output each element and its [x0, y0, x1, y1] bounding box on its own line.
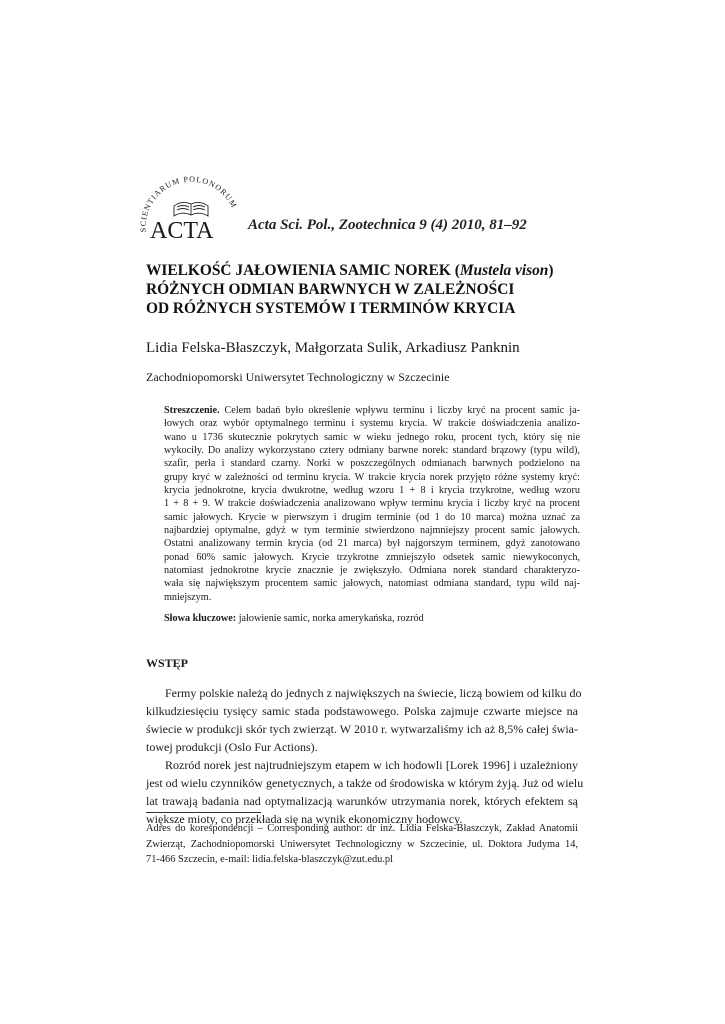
paragraph-line: kilkudziesięciu tysięcy samic stada podstawowego. Polska zajmuje czwarte miejsce na — [146, 704, 578, 718]
abstract-line: grupy kryć w zależności od terminu krycia. W trakcie krycia norek przyjęto różne systemy kryć: — [164, 471, 580, 483]
abstract-line: wała się największym procentem samic jałowych, natomiast odmiana standard, typu wild naj- — [164, 578, 580, 590]
logo-arc-text: SCIENTIARUM POLONORUM — [138, 174, 239, 233]
title-line-3: OD RÓŻNYCH SYSTEMÓW I TERMINÓW KRYCIA — [146, 300, 516, 317]
title-line-2: RÓŻNYCH ODMIAN BARWNYCH W ZALEŻNOŚCI — [146, 281, 515, 298]
abstract-line: Ostatni analizowany termin krycia (od 21 marca) był najgorszym terminem, gdyż zanotowano — [164, 538, 580, 550]
logo-acta-text: ACTA — [150, 218, 214, 240]
abstract-line: samic jałowych. Krycie w pierwszym i drugim terminie (od 1 do 10 marca) można uznać za — [164, 511, 580, 523]
footnote-line: Zwierząt, Zachodniopomorski Uniwersytet Technologiczny w Szczecinie, ul. Doktora Judyma 14, — [146, 838, 578, 850]
abstract-line: szafir, perła i standard czarny. Norki w poszczególnych odmianach barwnych podzielono na — [164, 458, 580, 470]
author-list: Lidia Felska-Błaszczyk, Małgorzata Sulik, Arkadiusz Panknin — [146, 340, 520, 356]
abstract-line: krycia jednokrotne, krycia dwukrotne, według wzoru 1 + 8 i krycia trzykrotne, według wzoru — [164, 485, 580, 497]
paragraph-line: świecie w produkcji skór tych zwierząt. W 2010 r. wytwarzaliśmy ich aż 8,5% całej świa- — [146, 722, 578, 736]
abstract-line: wykociły. Do analizy wykorzystano cztery odmiany barwne norek: standard brązowy (typu wild), — [164, 445, 580, 457]
affiliation: Zachodniopomorski Uniwersytet Technologiczny w Szczecinie — [146, 370, 450, 384]
footnote-line: Adres do korespondencji – Corresponding author: dr inż. Lidia Felska-Błaszczyk, Zakład Anatomii — [146, 823, 578, 834]
abstract-line: najbardziej optymalne, gdyż w tym terminie stwierdzono najmniejszy procent samic jałowych. — [164, 525, 580, 537]
correspondence-footnote — [146, 821, 578, 868]
abstract-line: Streszczenie. Celem badań było określenie wpływu terminu i liczby kryć na procent samic ja- — [164, 405, 580, 416]
footnote-divider — [146, 812, 261, 813]
paragraph-line: większe mioty, co przekłada się na wynik ekonomiczny hodowcy. — [146, 812, 463, 826]
keywords — [164, 613, 424, 624]
abstract-line: 1 + 8 + 9. W trakcie doświadczenia analizowano wpływ terminu krycia i liczby kryć na procent — [164, 498, 580, 510]
section-heading: WSTĘP — [146, 656, 189, 670]
body-text — [146, 684, 584, 828]
abstract-line: natomiast jednokrotne krycie znacznie je zwiększyło. Odmiana norek standard charakteryzo- — [164, 565, 580, 577]
article-title — [146, 261, 586, 318]
abstract — [164, 404, 580, 604]
paragraph-line: towej produkcji (Oslo Fur Actions). — [146, 740, 318, 754]
keywords-label: Słowa kluczowe: — [164, 613, 237, 624]
abstract-line: łowych oraz wybór optymalnego terminu i systemu krycia. W trakcie doświadczenia analizo- — [164, 418, 580, 430]
title-line-1: WIELKOŚĆ JAŁOWIENIA SAMIC NOREK (Mustela vison) — [146, 262, 554, 279]
paragraph-line: lat trawają badania nad optymalizacją warunków utrzymania norek, których efektem są — [146, 794, 578, 808]
journal-logo — [136, 160, 246, 240]
acta-logo-icon — [136, 160, 246, 240]
abstract-line: wano u 1736 skutecznie pokrytych samic w wieku jednego roku, procent tych, który się nie — [164, 431, 580, 443]
keywords-text: jałowienie samic, norka amerykańska, rozród — [236, 613, 424, 624]
book-icon — [174, 202, 208, 216]
species-name: Mustela vison — [459, 262, 549, 279]
paragraph-line: Fermy polskie należą do jednych z największych na świecie, liczą bowiem od kilku do — [165, 686, 582, 700]
footnote-line: 71-466 Szczecin, e-mail: lidia.felska-blaszczyk@zut.edu.pl — [146, 854, 394, 866]
abstract-line: mniejszym. — [164, 591, 212, 603]
abstract-line: ponad 60% samic jałowych. Krycie trzykrotne zmniejszyło odsetek samic niewykoconych, — [164, 551, 580, 563]
paragraph-line: Rozród norek jest najtrudniejszym etapem w ich hodowli [Lorek 1996] i uzależniony — [165, 758, 578, 772]
journal-reference: Acta Sci. Pol., Zootechnica 9 (4) 2010, 81–92 — [248, 217, 527, 233]
abstract-label: Streszczenie. — [164, 405, 220, 416]
paragraph-line: jest od wielu czynników genetycznych, a także od środowiska w którym żyją. Już od wielu — [146, 776, 584, 790]
